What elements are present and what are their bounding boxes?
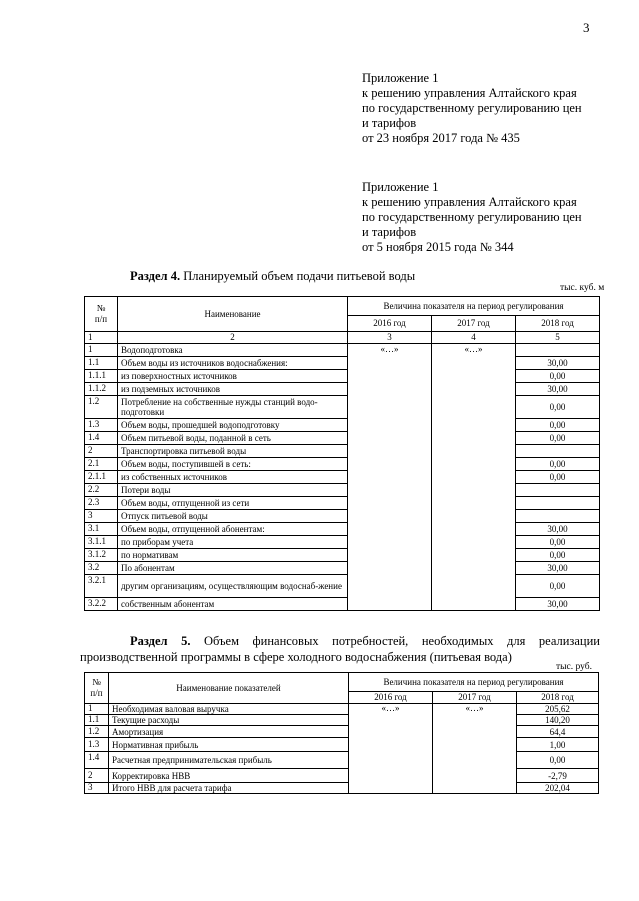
row-name: Расчетная предпринимательская прибыль	[109, 752, 349, 769]
table-row	[85, 396, 600, 419]
value-2018: 30,00	[516, 357, 600, 370]
row-number: 3.2.1	[85, 575, 118, 598]
row-name: Потребление на собственные нужды станций водо-подготовки	[118, 396, 348, 419]
row-number: 2	[85, 445, 118, 458]
table-row	[85, 715, 599, 726]
col-2018-header: 2018 год	[516, 316, 600, 332]
col-num-header: № п/п	[85, 297, 118, 332]
table-row	[85, 769, 599, 783]
row-name: Объем воды, поступившей в сеть:	[118, 458, 348, 471]
value-2018	[516, 497, 600, 510]
row-number: 2	[85, 769, 109, 783]
value-2018: 0,00	[516, 536, 600, 549]
section4-label: Раздел 4.	[130, 269, 181, 283]
col-index-1: 1	[85, 332, 118, 344]
table-row	[85, 562, 600, 575]
value-2018: 0,00	[516, 471, 600, 484]
table-row	[85, 726, 599, 738]
section4-heading	[130, 268, 415, 284]
row-name: Объем воды, отпущенной из сети	[118, 497, 348, 510]
row-number: 3.1	[85, 523, 118, 536]
value-2016: «…»	[348, 344, 432, 611]
row-number: 3	[85, 510, 118, 523]
table-row	[85, 357, 600, 370]
table-row	[85, 510, 600, 523]
table-row	[85, 458, 600, 471]
row-number: 2.1.1	[85, 471, 118, 484]
section4-units: тыс. куб. м	[560, 283, 605, 293]
value-2018: 0,00	[516, 458, 600, 471]
col-2017-header: 2017 год	[432, 316, 516, 332]
table-row	[85, 549, 600, 562]
row-name: Итого НВВ для расчета тарифа	[109, 783, 349, 794]
value-2018: 205,62	[517, 704, 599, 715]
value-2018	[516, 484, 600, 497]
table-row	[85, 598, 600, 611]
row-number: 3.1.2	[85, 549, 118, 562]
row-name: по нормативам	[118, 549, 348, 562]
value-2018: 30,00	[516, 383, 600, 396]
appendix-original: Приложение 1 к решению управления Алтайского края по государственному регулированию цен и тарифов от 5 ноября 2015 года № 344	[362, 180, 582, 254]
value-2018: -2,79	[517, 769, 599, 783]
row-number: 1.1	[85, 357, 118, 370]
row-number: 1.4	[85, 432, 118, 445]
section4-table	[84, 296, 600, 611]
col-period-header: Величина показателя на период регулирования	[349, 673, 599, 692]
row-number: 1.1.2	[85, 383, 118, 396]
value-2016: «…»	[349, 704, 433, 794]
col-index-2: 2	[118, 332, 348, 344]
col-period-header: Величина показателя на период регулирования	[348, 297, 600, 316]
value-2018: 0,00	[516, 432, 600, 445]
col-2018-header: 2018 год	[517, 692, 599, 704]
row-number: 2.2	[85, 484, 118, 497]
row-number: 1.2	[85, 726, 109, 738]
value-2018	[516, 445, 600, 458]
value-2018: 0,00	[516, 575, 600, 598]
appendix-current: Приложение 1 к решению управления Алтайского края по государственному регулированию цен и тарифов от 23 ноября 2017 года № 435	[362, 71, 582, 145]
value-2018: 140,20	[517, 715, 599, 726]
table-row	[85, 432, 600, 445]
table-row	[85, 344, 600, 357]
value-2018: 30,00	[516, 523, 600, 536]
col-index-5: 5	[516, 332, 600, 344]
col-2016-header: 2016 год	[348, 316, 432, 332]
table-row	[85, 738, 599, 752]
value-2018: 0,00	[516, 370, 600, 383]
value-2018: 30,00	[516, 562, 600, 575]
value-2018	[516, 510, 600, 523]
row-number: 3.2.2	[85, 598, 118, 611]
value-2018: 1,00	[517, 738, 599, 752]
row-name: Необходимая валовая выручка	[109, 704, 349, 715]
row-name: по приборам учета	[118, 536, 348, 549]
value-2018: 64,4	[517, 726, 599, 738]
row-name: из подземных источников	[118, 383, 348, 396]
row-number: 1.1.1	[85, 370, 118, 383]
col-name-header: Наименование	[118, 297, 348, 332]
value-2018: 0,00	[516, 419, 600, 432]
table-row	[85, 536, 600, 549]
table-row	[85, 783, 599, 794]
table-row	[85, 575, 600, 598]
row-name: Корректировка НВВ	[109, 769, 349, 783]
section5-table	[84, 672, 599, 794]
row-name: Объем питьевой воды, поданной в сеть	[118, 432, 348, 445]
value-2018: 0,00	[516, 396, 600, 419]
row-number: 1.2	[85, 396, 118, 419]
page-number: 3	[583, 20, 590, 35]
row-name: собственным абонентам	[118, 598, 348, 611]
col-num-header: № п/п	[85, 673, 109, 704]
value-2017: «…»	[432, 344, 516, 611]
row-name: другим организациям, осуществляющим водоснаб-жение	[118, 575, 348, 598]
value-2018: 30,00	[516, 598, 600, 611]
row-number: 3	[85, 783, 109, 794]
row-number: 2.3	[85, 497, 118, 510]
row-name: Текущие расходы	[109, 715, 349, 726]
row-number: 1	[85, 704, 109, 715]
value-2018	[516, 344, 600, 357]
col-index-4: 4	[432, 332, 516, 344]
row-number: 2.1	[85, 458, 118, 471]
section4-title: Планируемый объем подачи питьевой воды	[180, 269, 416, 283]
value-2018: 202,04	[517, 783, 599, 794]
row-name: из собственных источников	[118, 471, 348, 484]
section5-title: Объем финансовых потребностей, необходимых для реализации производственной программы в сфере холодного водоснабжения (питьевая вода)	[80, 634, 600, 664]
col-name-header: Наименование показателей	[109, 673, 349, 704]
table-row	[85, 383, 600, 396]
row-number: 1.3	[85, 738, 109, 752]
row-name: Водоподготовка	[118, 344, 348, 357]
col-2016-header: 2016 год	[349, 692, 433, 704]
table-row	[85, 370, 600, 383]
col-index-3: 3	[348, 332, 432, 344]
row-number: 1	[85, 344, 118, 357]
row-name: Объем воды из источников водоснабжения:	[118, 357, 348, 370]
value-2018: 0,00	[516, 549, 600, 562]
table-row	[85, 752, 599, 769]
col-2017-header: 2017 год	[433, 692, 517, 704]
section5-heading	[80, 633, 600, 665]
table-row	[85, 497, 600, 510]
row-number: 1.1	[85, 715, 109, 726]
row-name: Отпуск питьевой воды	[118, 510, 348, 523]
row-number: 3.2	[85, 562, 118, 575]
table-row	[85, 445, 600, 458]
row-name: Амортизация	[109, 726, 349, 738]
row-name: из поверхностных источников	[118, 370, 348, 383]
table-row	[85, 523, 600, 536]
row-name: Объем воды, прошедшей водоподготовку	[118, 419, 348, 432]
value-2018: 0,00	[517, 752, 599, 769]
row-name: Транспортировка питьевой воды	[118, 445, 348, 458]
table-row	[85, 704, 599, 715]
row-name: Нормативная прибыль	[109, 738, 349, 752]
row-number: 1.4	[85, 752, 109, 769]
value-2017: «…»	[433, 704, 517, 794]
row-name: Потери воды	[118, 484, 348, 497]
table-row	[85, 471, 600, 484]
table-row	[85, 419, 600, 432]
section5-units: тыс. руб.	[556, 662, 592, 672]
section5-label: Раздел 5.	[130, 634, 191, 648]
row-name: Объем воды, отпущенной абонентам:	[118, 523, 348, 536]
row-number: 1.3	[85, 419, 118, 432]
row-name: По абонентам	[118, 562, 348, 575]
row-number: 3.1.1	[85, 536, 118, 549]
table-row	[85, 484, 600, 497]
